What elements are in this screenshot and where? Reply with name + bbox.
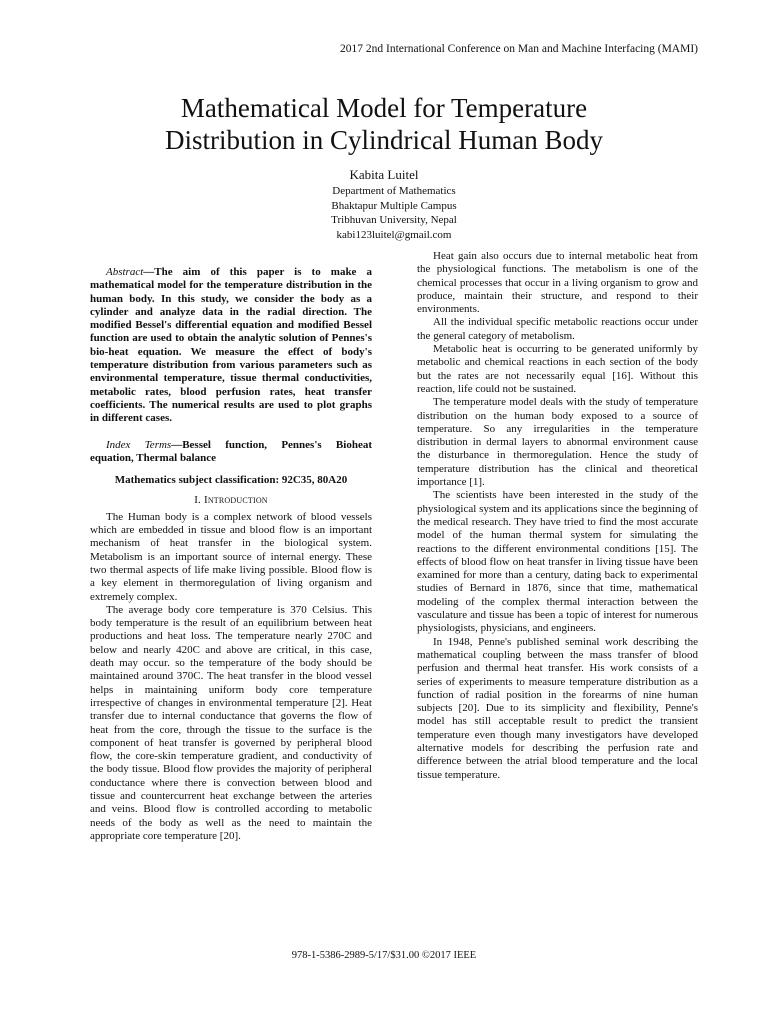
conference-header: 2017 2nd International Conference on Man and Machine Interfacing (MAMI) <box>340 43 698 55</box>
body-paragraph: All the individual specific metabolic reactions occur under the general category of metabolism. <box>417 316 698 342</box>
index-terms <box>90 439 372 466</box>
copyright-footer: 978-1-5386-2989-5/17/$31.00 ©2017 IEEE <box>291 950 477 961</box>
body-paragraph: The average body core temperature is 370 Celsius. This body temperature is the result of an equilibrium between heat productions and heat loss. The temperature nearly 270C and below and nearly 420C and above are critical, in this case, death may occur. so the temperature of the body should be maintained around 370C. The heat transfer in the blood vessel helps in maintaining uniform body core temperature irrespective of changes in environmental temperature [2]. Heat transfer due to internal conductance that governs the flow of heat from the core, through the tissue to the surface is the component of heat transfer is governed by peripheral blood flow, the core-skin temperature gradient, and conductivity of the body tissue. Blood flow provides the majority of peripheral conductance where there is convection between blood and tissue and countercurrent heat exchange between the arteries and veins. Blood flow is controlled according to metabolic needs of the body as well as the need to maintain the appropriate core temperature [20]. <box>90 603 372 842</box>
abstract-text: —The aim of this paper is to make a mathematical model for the temperature distribution in the human body. In this study, we consider the body as a cylinder and analyze data in the radial direction. The modified Bessel's differential equation and modified Bessel function are used to obtain the analytic solution of Pennes's bio-heat equation. We measure the effect of body's temperature distribution from various parameters such as environmental temperature, tissue thermal conductivities, metabolic rates, blood perfusion rates, heat transfer coefficients. The numerical results are used to plot graphs in different cases. <box>90 266 372 425</box>
body-paragraph: The Human body is a complex network of blood vessels which are embedded in tissue and blood flow is an important mechanism of heat transfer in the biological system. Metabolism is an important source of internal energy. These two thermal aspects of life make living possible. Blood flow is a key element in thermoregulation of living organism and extremely complex. <box>90 510 372 603</box>
author-affiliation <box>0 184 768 242</box>
left-column <box>90 266 372 843</box>
section-heading <box>90 494 372 507</box>
title-line-1: Mathematical Model for Temperature <box>180 93 588 123</box>
index-terms-text: —Bessel function, Pennes's Bioheat equation, Thermal balance <box>90 438 372 464</box>
body-paragraph: In 1948, Penne's published seminal work describing the mathematical coupling between the mass transfer of blood perfusion and thermal heat transfer. His work consists of a series of experiments to measure temperature distribution as a function of radial position in the forearms of nine human subjects [20]. Due to its simplicity and flexibility, Penne's model has still acceptable result to predict the transient temperature even though many investigators have developed alternative models for describing the perfusion rate and difference between the atrial blood temperature and the local tissue temperature. <box>417 635 698 781</box>
index-terms-lead: Index Terms <box>106 438 172 451</box>
body-paragraph: Heat gain also occurs due to internal metabolic heat from the physiological functions. The metabolism is one of the chemical processes that occur in a living organism to grow and produce, maintain their structure, and respond to their environments. <box>417 250 698 316</box>
body-paragraph: Metabolic heat is occurring to be generated uniformly by metabolic and chemical reactions in each section of the body but the rates are not necessarily equal [16]. Without this reaction, life could not be sustained. <box>417 343 698 395</box>
section-title: Introduction <box>203 494 268 507</box>
paper-title <box>0 92 768 156</box>
right-column <box>417 250 698 782</box>
author-name: Kabita Luitel <box>349 167 419 182</box>
body-paragraph: The temperature model deals with the study of temperature distribution on the human body exposed to a source of temperature. So any irregularities in the temperature distribution in dermal layers to abnormal environment cause the disturbance in thermoregulation. Hence the study of temperature distribution has the clinical and theoretical importance [1]. <box>417 396 698 489</box>
affiliation-department: Department of Mathematics <box>332 185 456 197</box>
affiliation-campus: Bhaktapur Multiple Campus <box>331 199 457 212</box>
affiliation-email: kabi123luitel@gmail.com <box>336 228 452 241</box>
abstract <box>90 266 372 426</box>
title-line-2: Distribution in Cylindrical Human Body <box>165 125 603 155</box>
abstract-lead: Abstract <box>106 266 144 278</box>
affiliation-university: Tribhuvan University, Nepal <box>331 214 457 226</box>
body-paragraph: The scientists have been interested in the study of the physiological system and its applications since the beginning of the medical research. They have tried to find the most accurate model of the human thermal system for simulating the reactions to the different environmental conditions [15]. The effects of blood flow on heat transfer in living tissue have been examined for more than a century, dating back to experimental studies of Bernard in 1876, since that time, mathematical modeling of the complex thermal interaction between the vasculature and tissue has been a topic of interest for numerous physiologists, physicians, and engineers. <box>417 489 698 635</box>
subject-classification: Mathematics subject classification: 92C35, 80A20 <box>114 474 348 487</box>
section-number: I. <box>194 494 204 507</box>
